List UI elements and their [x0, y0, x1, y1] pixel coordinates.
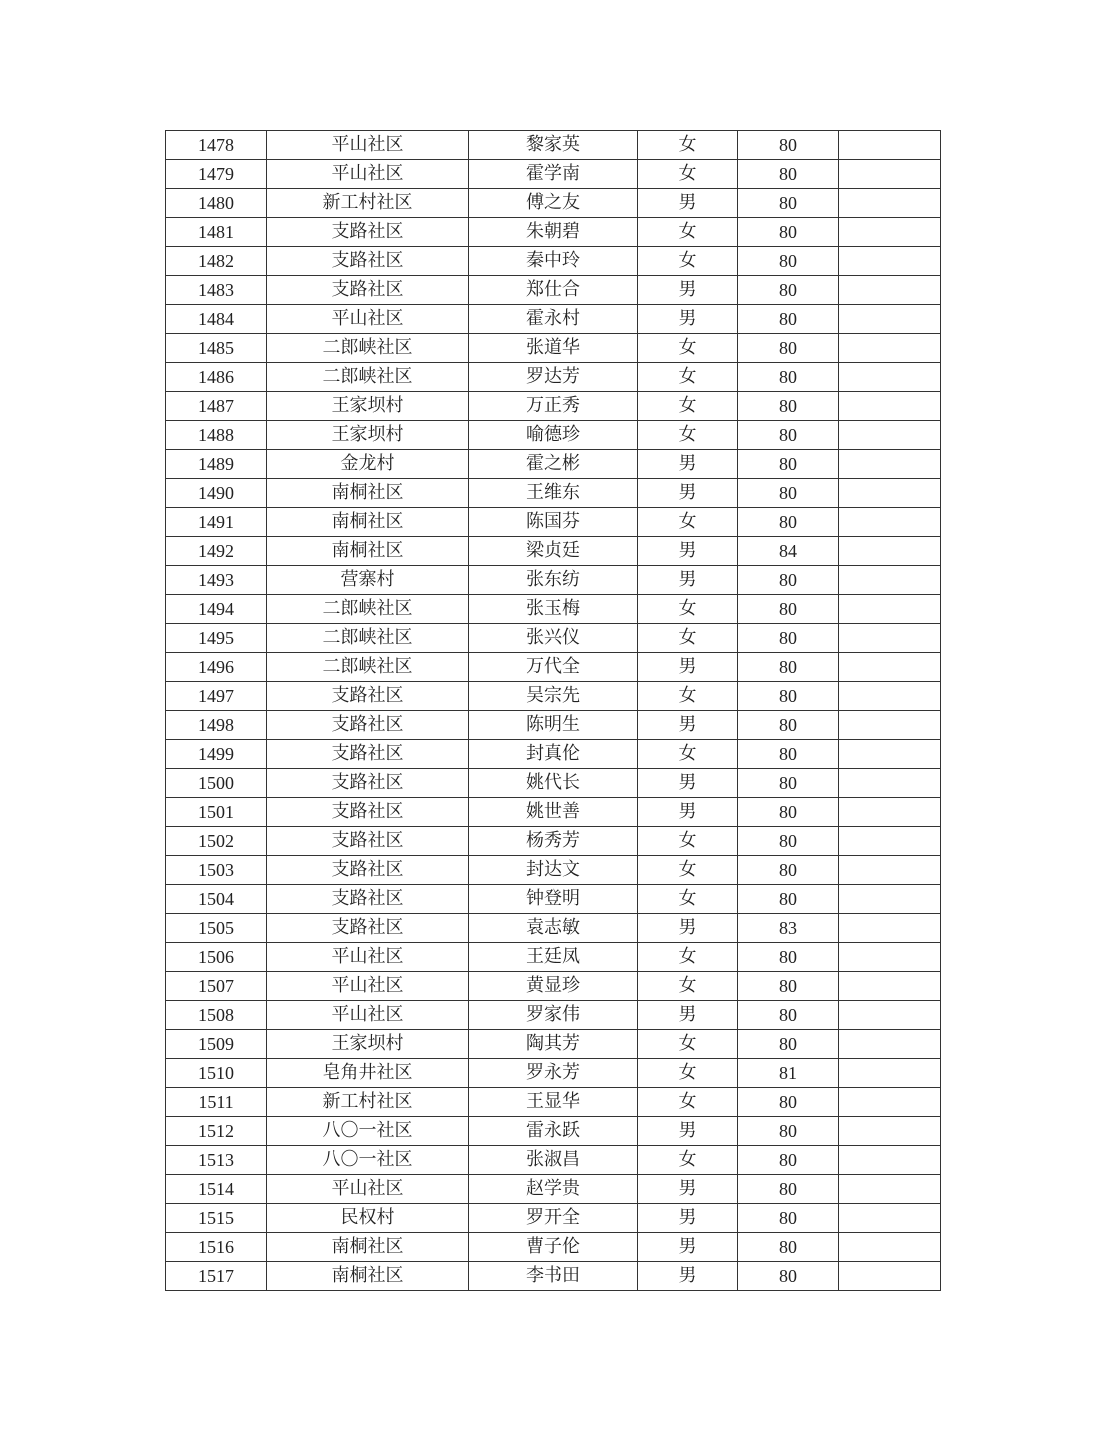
cell-gender: 女 [638, 1088, 738, 1117]
cell-person-name: 张玉梅 [469, 595, 638, 624]
table-row [166, 1117, 941, 1146]
cell-community: 新工村社区 [267, 189, 469, 218]
cell-gender: 男 [638, 1262, 738, 1291]
cell-person-name: 陈明生 [469, 711, 638, 740]
cell-serial-number: 1483 [166, 276, 267, 305]
table-row [166, 1146, 941, 1175]
table-row [166, 1262, 941, 1291]
cell-serial-number: 1506 [166, 943, 267, 972]
cell-note [839, 682, 941, 711]
cell-person-name: 罗达芳 [469, 363, 638, 392]
cell-note [839, 1204, 941, 1233]
table-row [166, 1204, 941, 1233]
table-row [166, 247, 941, 276]
cell-note [839, 131, 941, 160]
cell-age: 80 [738, 624, 839, 653]
cell-serial-number: 1481 [166, 218, 267, 247]
table-row [166, 479, 941, 508]
cell-note [839, 363, 941, 392]
cell-gender: 男 [638, 1233, 738, 1262]
cell-age: 80 [738, 1204, 839, 1233]
cell-gender: 女 [638, 218, 738, 247]
cell-serial-number: 1509 [166, 1030, 267, 1059]
cell-age: 80 [738, 334, 839, 363]
cell-age: 80 [738, 276, 839, 305]
cell-gender: 男 [638, 769, 738, 798]
cell-gender: 男 [638, 653, 738, 682]
table-row [166, 769, 941, 798]
cell-age: 80 [738, 1030, 839, 1059]
table-row [166, 856, 941, 885]
cell-gender: 男 [638, 537, 738, 566]
table-row [166, 711, 941, 740]
cell-community: 二郎峡社区 [267, 653, 469, 682]
cell-serial-number: 1494 [166, 595, 267, 624]
cell-age: 80 [738, 247, 839, 276]
cell-note [839, 566, 941, 595]
cell-gender: 女 [638, 247, 738, 276]
cell-age: 80 [738, 131, 839, 160]
cell-person-name: 黎家英 [469, 131, 638, 160]
table-row [166, 885, 941, 914]
cell-gender: 女 [638, 392, 738, 421]
cell-person-name: 秦中玲 [469, 247, 638, 276]
cell-community: 支路社区 [267, 914, 469, 943]
cell-person-name: 陶其芳 [469, 1030, 638, 1059]
cell-gender: 女 [638, 943, 738, 972]
cell-age: 80 [738, 1146, 839, 1175]
cell-community: 王家坝村 [267, 392, 469, 421]
cell-gender: 女 [638, 595, 738, 624]
table-row [166, 566, 941, 595]
cell-age: 80 [738, 740, 839, 769]
cell-serial-number: 1495 [166, 624, 267, 653]
cell-person-name: 王廷凤 [469, 943, 638, 972]
cell-community: 新工村社区 [267, 1088, 469, 1117]
cell-note [839, 711, 941, 740]
cell-person-name: 张淑昌 [469, 1146, 638, 1175]
table-row [166, 827, 941, 856]
cell-age: 80 [738, 798, 839, 827]
cell-note [839, 1059, 941, 1088]
cell-gender: 男 [638, 1117, 738, 1146]
cell-community: 平山社区 [267, 305, 469, 334]
cell-person-name: 姚世善 [469, 798, 638, 827]
cell-age: 80 [738, 769, 839, 798]
cell-community: 金龙村 [267, 450, 469, 479]
cell-community: 支路社区 [267, 276, 469, 305]
cell-person-name: 梁贞廷 [469, 537, 638, 566]
cell-gender: 女 [638, 1146, 738, 1175]
cell-gender: 女 [638, 334, 738, 363]
cell-community: 支路社区 [267, 827, 469, 856]
table-row [166, 972, 941, 1001]
cell-serial-number: 1501 [166, 798, 267, 827]
cell-person-name: 霍永村 [469, 305, 638, 334]
cell-serial-number: 1492 [166, 537, 267, 566]
cell-age: 80 [738, 711, 839, 740]
cell-community: 二郎峡社区 [267, 363, 469, 392]
cell-person-name: 封达文 [469, 856, 638, 885]
cell-person-name: 吴宗先 [469, 682, 638, 711]
table-row [166, 943, 941, 972]
cell-age: 80 [738, 972, 839, 1001]
cell-community: 二郎峡社区 [267, 624, 469, 653]
cell-serial-number: 1507 [166, 972, 267, 1001]
cell-note [839, 1030, 941, 1059]
cell-gender: 男 [638, 479, 738, 508]
table-row [166, 363, 941, 392]
table-row [166, 537, 941, 566]
cell-serial-number: 1508 [166, 1001, 267, 1030]
cell-note [839, 914, 941, 943]
cell-age: 80 [738, 856, 839, 885]
cell-note [839, 740, 941, 769]
cell-community: 支路社区 [267, 682, 469, 711]
cell-person-name: 黄显珍 [469, 972, 638, 1001]
cell-gender: 男 [638, 276, 738, 305]
cell-community: 平山社区 [267, 131, 469, 160]
table-row [166, 392, 941, 421]
cell-age: 80 [738, 1233, 839, 1262]
cell-community: 支路社区 [267, 711, 469, 740]
cell-person-name: 喻德珍 [469, 421, 638, 450]
cell-serial-number: 1491 [166, 508, 267, 537]
cell-age: 80 [738, 943, 839, 972]
cell-gender: 男 [638, 1001, 738, 1030]
cell-gender: 女 [638, 740, 738, 769]
cell-note [839, 334, 941, 363]
cell-community: 南桐社区 [267, 1233, 469, 1262]
table-row [166, 305, 941, 334]
cell-serial-number: 1510 [166, 1059, 267, 1088]
cell-note [839, 479, 941, 508]
cell-person-name: 罗永芳 [469, 1059, 638, 1088]
cell-community: 平山社区 [267, 160, 469, 189]
table-row [166, 508, 941, 537]
table-row [166, 1175, 941, 1204]
cell-age: 80 [738, 566, 839, 595]
cell-serial-number: 1515 [166, 1204, 267, 1233]
cell-gender: 女 [638, 1030, 738, 1059]
table-row [166, 160, 941, 189]
cell-serial-number: 1482 [166, 247, 267, 276]
cell-person-name: 钟登明 [469, 885, 638, 914]
cell-serial-number: 1485 [166, 334, 267, 363]
cell-gender: 女 [638, 682, 738, 711]
cell-serial-number: 1484 [166, 305, 267, 334]
cell-age: 80 [738, 218, 839, 247]
cell-note [839, 885, 941, 914]
cell-community: 支路社区 [267, 885, 469, 914]
cell-gender: 男 [638, 566, 738, 595]
cell-serial-number: 1486 [166, 363, 267, 392]
cell-note [839, 943, 941, 972]
cell-community: 平山社区 [267, 972, 469, 1001]
cell-person-name: 王显华 [469, 1088, 638, 1117]
cell-person-name: 霍学南 [469, 160, 638, 189]
cell-person-name: 封真伦 [469, 740, 638, 769]
cell-serial-number: 1517 [166, 1262, 267, 1291]
cell-gender: 男 [638, 450, 738, 479]
cell-person-name: 万正秀 [469, 392, 638, 421]
cell-person-name: 万代全 [469, 653, 638, 682]
cell-note [839, 305, 941, 334]
cell-serial-number: 1503 [166, 856, 267, 885]
cell-community: 南桐社区 [267, 508, 469, 537]
cell-community: 平山社区 [267, 1175, 469, 1204]
cell-gender: 女 [638, 131, 738, 160]
cell-person-name: 曹子伦 [469, 1233, 638, 1262]
cell-age: 81 [738, 1059, 839, 1088]
cell-serial-number: 1490 [166, 479, 267, 508]
cell-person-name: 陈国芬 [469, 508, 638, 537]
table-row [166, 450, 941, 479]
table-row [166, 798, 941, 827]
cell-age: 80 [738, 653, 839, 682]
cell-serial-number: 1513 [166, 1146, 267, 1175]
cell-note [839, 1233, 941, 1262]
table-row [166, 914, 941, 943]
cell-person-name: 傅之友 [469, 189, 638, 218]
cell-age: 80 [738, 421, 839, 450]
cell-gender: 女 [638, 1059, 738, 1088]
cell-gender: 男 [638, 1204, 738, 1233]
table-row [166, 595, 941, 624]
cell-note [839, 624, 941, 653]
table-row [166, 624, 941, 653]
cell-note [839, 392, 941, 421]
cell-gender: 男 [638, 189, 738, 218]
cell-note [839, 189, 941, 218]
cell-community: 南桐社区 [267, 479, 469, 508]
cell-gender: 男 [638, 914, 738, 943]
cell-gender: 女 [638, 827, 738, 856]
table-row [166, 1059, 941, 1088]
cell-age: 80 [738, 392, 839, 421]
table-row [166, 1233, 941, 1262]
cell-note [839, 653, 941, 682]
cell-serial-number: 1496 [166, 653, 267, 682]
cell-age: 80 [738, 885, 839, 914]
cell-serial-number: 1478 [166, 131, 267, 160]
cell-serial-number: 1493 [166, 566, 267, 595]
cell-age: 80 [738, 1117, 839, 1146]
cell-serial-number: 1480 [166, 189, 267, 218]
cell-note [839, 450, 941, 479]
cell-community: 平山社区 [267, 1001, 469, 1030]
cell-note [839, 1117, 941, 1146]
table-row [166, 334, 941, 363]
cell-person-name: 袁志敏 [469, 914, 638, 943]
table-row [166, 189, 941, 218]
cell-serial-number: 1502 [166, 827, 267, 856]
cell-person-name: 王维东 [469, 479, 638, 508]
cell-gender: 女 [638, 363, 738, 392]
cell-person-name: 郑仕合 [469, 276, 638, 305]
cell-age: 80 [738, 827, 839, 856]
cell-community: 民权村 [267, 1204, 469, 1233]
cell-person-name: 姚代长 [469, 769, 638, 798]
table-row [166, 131, 941, 160]
cell-serial-number: 1505 [166, 914, 267, 943]
cell-age: 80 [738, 305, 839, 334]
cell-serial-number: 1497 [166, 682, 267, 711]
table-row [166, 218, 941, 247]
cell-gender: 男 [638, 305, 738, 334]
cell-note [839, 972, 941, 1001]
cell-gender: 女 [638, 972, 738, 1001]
cell-age: 80 [738, 1262, 839, 1291]
cell-person-name: 霍之彬 [469, 450, 638, 479]
cell-serial-number: 1512 [166, 1117, 267, 1146]
cell-serial-number: 1489 [166, 450, 267, 479]
cell-serial-number: 1516 [166, 1233, 267, 1262]
roster-table-body [166, 131, 941, 1291]
cell-note [839, 769, 941, 798]
cell-community: 八〇一社区 [267, 1117, 469, 1146]
table-row [166, 1088, 941, 1117]
cell-community: 营寨村 [267, 566, 469, 595]
cell-gender: 女 [638, 856, 738, 885]
cell-age: 80 [738, 595, 839, 624]
cell-age: 80 [738, 682, 839, 711]
table-row [166, 1030, 941, 1059]
cell-gender: 男 [638, 711, 738, 740]
cell-community: 王家坝村 [267, 421, 469, 450]
cell-community: 平山社区 [267, 943, 469, 972]
cell-serial-number: 1504 [166, 885, 267, 914]
cell-community: 支路社区 [267, 798, 469, 827]
cell-note [839, 421, 941, 450]
cell-age: 80 [738, 1088, 839, 1117]
cell-note [839, 1175, 941, 1204]
cell-community: 支路社区 [267, 247, 469, 276]
cell-person-name: 雷永跃 [469, 1117, 638, 1146]
cell-person-name: 张兴仪 [469, 624, 638, 653]
cell-person-name: 杨秀芳 [469, 827, 638, 856]
cell-person-name: 李书田 [469, 1262, 638, 1291]
cell-person-name: 张道华 [469, 334, 638, 363]
cell-age: 80 [738, 189, 839, 218]
cell-community: 支路社区 [267, 218, 469, 247]
cell-note [839, 1146, 941, 1175]
cell-community: 皂角井社区 [267, 1059, 469, 1088]
cell-community: 王家坝村 [267, 1030, 469, 1059]
cell-note [839, 798, 941, 827]
cell-age: 80 [738, 363, 839, 392]
cell-community: 二郎峡社区 [267, 334, 469, 363]
table-row [166, 682, 941, 711]
cell-note [839, 1001, 941, 1030]
roster-table [165, 130, 941, 1291]
cell-note [839, 160, 941, 189]
cell-age: 80 [738, 479, 839, 508]
cell-note [839, 856, 941, 885]
cell-note [839, 1262, 941, 1291]
cell-note [839, 1088, 941, 1117]
cell-note [839, 537, 941, 566]
cell-serial-number: 1500 [166, 769, 267, 798]
cell-age: 80 [738, 1001, 839, 1030]
table-row [166, 276, 941, 305]
cell-note [839, 508, 941, 537]
cell-person-name: 赵学贵 [469, 1175, 638, 1204]
cell-serial-number: 1511 [166, 1088, 267, 1117]
cell-community: 八〇一社区 [267, 1146, 469, 1175]
cell-serial-number: 1479 [166, 160, 267, 189]
cell-note [839, 276, 941, 305]
cell-community: 支路社区 [267, 769, 469, 798]
cell-age: 80 [738, 160, 839, 189]
cell-age: 80 [738, 1175, 839, 1204]
cell-serial-number: 1514 [166, 1175, 267, 1204]
cell-age: 80 [738, 508, 839, 537]
cell-person-name: 罗家伟 [469, 1001, 638, 1030]
cell-gender: 女 [638, 508, 738, 537]
cell-age: 83 [738, 914, 839, 943]
cell-community: 支路社区 [267, 856, 469, 885]
cell-gender: 女 [638, 624, 738, 653]
table-row [166, 653, 941, 682]
cell-person-name: 朱朝碧 [469, 218, 638, 247]
cell-note [839, 827, 941, 856]
cell-age: 84 [738, 537, 839, 566]
table-row [166, 421, 941, 450]
cell-age: 80 [738, 450, 839, 479]
cell-note [839, 218, 941, 247]
cell-community: 支路社区 [267, 740, 469, 769]
cell-community: 南桐社区 [267, 1262, 469, 1291]
cell-note [839, 247, 941, 276]
cell-note [839, 595, 941, 624]
cell-community: 南桐社区 [267, 537, 469, 566]
cell-gender: 女 [638, 885, 738, 914]
cell-gender: 女 [638, 421, 738, 450]
cell-gender: 男 [638, 798, 738, 827]
cell-person-name: 张东纺 [469, 566, 638, 595]
cell-serial-number: 1487 [166, 392, 267, 421]
cell-community: 二郎峡社区 [267, 595, 469, 624]
cell-serial-number: 1488 [166, 421, 267, 450]
cell-person-name: 罗开全 [469, 1204, 638, 1233]
cell-gender: 男 [638, 1175, 738, 1204]
table-row [166, 740, 941, 769]
cell-serial-number: 1499 [166, 740, 267, 769]
cell-serial-number: 1498 [166, 711, 267, 740]
cell-gender: 女 [638, 160, 738, 189]
table-row [166, 1001, 941, 1030]
